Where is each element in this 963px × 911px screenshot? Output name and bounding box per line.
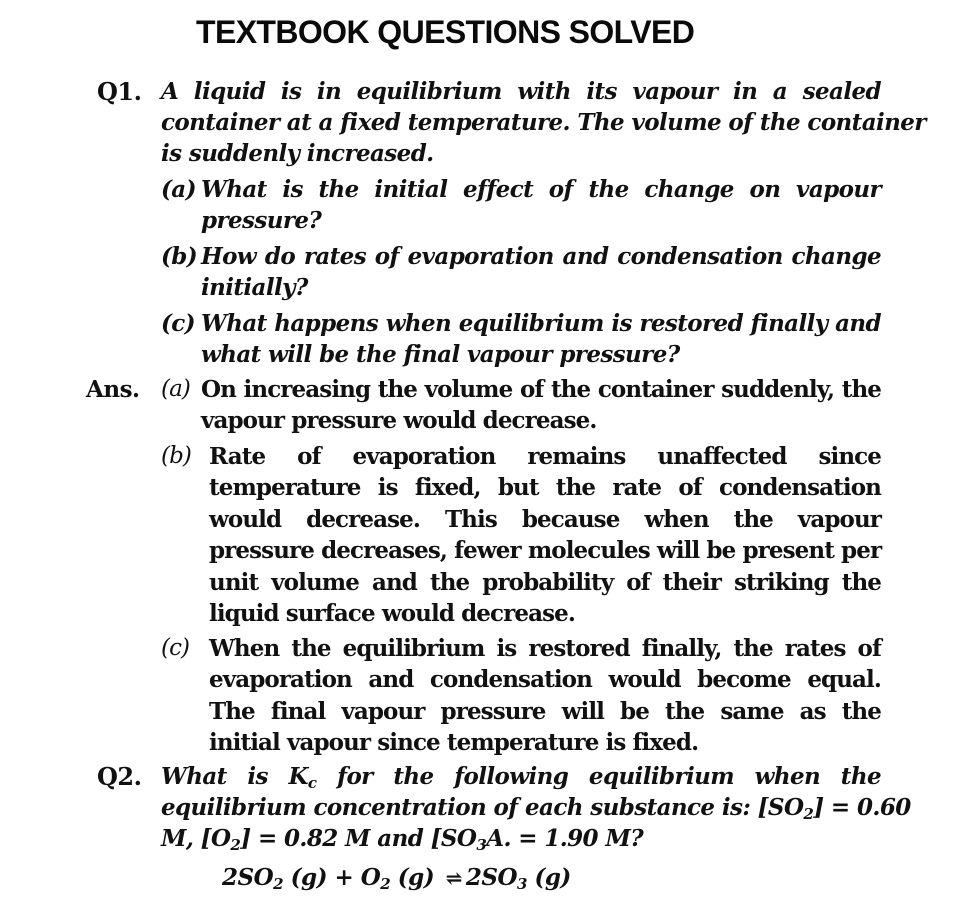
answer-text-line: On increasing the volume of the container suddenly, the	[201, 376, 881, 403]
part-text-line: What is the initial effect of the change on vapour	[201, 176, 881, 203]
question-text-line: A liquid is in equilibrium with its vapour in a sealed	[161, 78, 881, 105]
question-label: Q2.	[97, 762, 142, 791]
part-label: (c)	[161, 310, 195, 337]
answer-text-line: unit volume and the probability of their striking the	[209, 569, 881, 596]
answer-text-line: temperature is fixed, but the rate of condensation	[209, 474, 881, 501]
answer-text-line: The final vapour pressure will be the same as the	[209, 698, 881, 725]
part-label: (a)	[161, 176, 196, 203]
question-text-line: equilibrium concentration of each substance is: $[SO_2] = 0.60$	[161, 794, 911, 823]
part-text-line: How do rates of evaporation and condensation change	[201, 243, 881, 270]
question-text-line: is suddenly increased.	[161, 140, 434, 167]
part-text-line: What happens when equilibrium is restored finally and	[201, 310, 881, 337]
question-label: Q1.	[97, 77, 142, 106]
answer-text-line: liquid surface would decrease.	[209, 600, 575, 627]
answer-text-line: Rate of evaporation remains unaffected since	[209, 443, 881, 470]
part-text-line: pressure?	[201, 207, 322, 234]
question-text-line: What is $K_c$ for the following equilibrium when the	[161, 763, 881, 792]
answer-text-line: vapour pressure would decrease.	[201, 407, 597, 434]
equilibrium-arrow-icon: ⇌	[445, 866, 462, 890]
page-title: TEXTBOOK QUESTIONS SOLVED	[196, 14, 695, 50]
part-label: (a)	[161, 376, 190, 402]
answer-text-line: would decrease. This because when the vapour	[209, 506, 881, 533]
answer-text-line: initial vapour since temperature is fixed.	[209, 729, 699, 756]
question-text-line: container at a fixed temperature. The volume of the container	[161, 109, 926, 136]
answer-text-line: When the equilibrium is restored finally, the rates of	[209, 635, 881, 662]
part-label: (c)	[161, 635, 190, 661]
part-label: (b)	[161, 443, 191, 469]
part-text-line: initially?	[201, 274, 308, 301]
answer-text-line: evaporation and condensation would become equal.	[209, 666, 881, 693]
answer-text-line: pressure decreases, fewer molecules will be present per	[209, 537, 882, 564]
part-text-line: what will be the final vapour pressure?	[201, 341, 680, 368]
question-text-line: M, $[O_2] = 0.82$ M and [$SO_3A$. = 1.90 M?	[161, 825, 644, 854]
answer-label: Ans.	[86, 376, 140, 403]
chemical-equation: $2SO_2$ $(g) + O_2$ (g) ⇌ $2SO_3$ (g)	[222, 864, 571, 893]
part-label: (b)	[161, 243, 198, 270]
